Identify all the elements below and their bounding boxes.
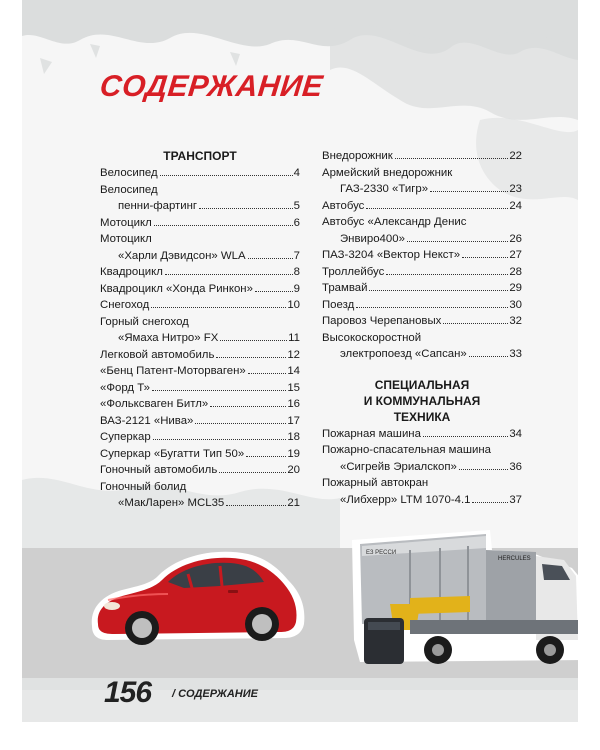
- toc-entry-row: [100, 330, 300, 347]
- toc-entry[interactable]: [100, 363, 300, 380]
- toc-entry-title: Паровоз Черепановых: [322, 315, 442, 327]
- toc-entry[interactable]: [322, 297, 522, 314]
- toc-entry[interactable]: [100, 182, 300, 215]
- toc-entry-title: Горный снегоход: [100, 315, 189, 328]
- toc-entry-line: [322, 442, 522, 459]
- toc-entry-row: [100, 264, 300, 281]
- toc-entry-page: 16: [287, 398, 300, 410]
- toc-entry[interactable]: [322, 148, 522, 165]
- toc-entry-row: [322, 426, 522, 443]
- toc-entry[interactable]: [322, 475, 522, 508]
- garbage-truck-illustration: [350, 520, 588, 680]
- toc-entry-row: [100, 429, 300, 446]
- toc-leader-dots: [366, 208, 508, 209]
- toc-entry-title: Снегоход: [100, 299, 150, 311]
- toc-entry-title: Энвиро400»: [340, 232, 405, 245]
- toc-entry-page: 20: [287, 464, 300, 476]
- toc-entry-title: Автобус «Александр Денис: [322, 216, 467, 228]
- page-number: 156: [104, 676, 152, 709]
- toc-entry[interactable]: [100, 446, 300, 463]
- toc-entry-page: 26: [509, 232, 522, 245]
- toc-entry-title: Пожарная машина: [322, 427, 421, 440]
- toc-leader-dots: [151, 307, 286, 308]
- toc-entry-row: [322, 148, 522, 165]
- toc-entry-row: [100, 281, 300, 298]
- toc-leader-dots: [152, 390, 286, 391]
- toc-entry-page: 9: [293, 282, 300, 295]
- toc-entry[interactable]: [322, 330, 522, 363]
- toc-entry[interactable]: [100, 396, 300, 413]
- toc-entry-row: [322, 313, 522, 330]
- toc-entry-row: [100, 495, 300, 512]
- toc-entry-title: ПАЗ-3204 «Вектор Некст»: [322, 249, 461, 261]
- section-heading-line: И КОММУНАЛЬНАЯ: [363, 393, 481, 408]
- toc-entry[interactable]: [322, 165, 522, 198]
- toc-entry-line: [322, 330, 522, 347]
- toc-entry[interactable]: [322, 426, 522, 443]
- toc-right-column: [322, 148, 522, 508]
- truck-brand-label: HERCULES: [498, 556, 531, 562]
- toc-entry-row: [322, 198, 522, 215]
- toc-entry-title: Велосипед: [100, 167, 158, 179]
- toc-entry-page: 11: [288, 332, 300, 344]
- toc-entry[interactable]: [100, 281, 300, 298]
- toc-leader-dots: [459, 469, 508, 470]
- toc-entry-title: Внедорожник: [322, 150, 393, 162]
- toc-leader-dots: [255, 291, 293, 292]
- toc-entry-page: 23: [509, 183, 522, 195]
- toc-entry[interactable]: [100, 479, 300, 512]
- toc-entry-line: [322, 165, 522, 182]
- toc-entry-page: 6: [293, 216, 300, 229]
- toc-entry[interactable]: [322, 280, 522, 297]
- section-heading-transport: ТРАНСПОРТ: [163, 149, 237, 163]
- toc-entry-title: Троллейбус: [322, 265, 385, 278]
- toc-entry-title: пенни-фартинг: [118, 200, 198, 212]
- toc-entry-row: [100, 462, 300, 479]
- truck-side-label: ЕЗ РЕССИ: [366, 550, 397, 556]
- red-car-illustration: [88, 540, 310, 660]
- toc-entry-row: [100, 297, 300, 314]
- toc-leader-dots: [165, 274, 293, 275]
- toc-entry-page: 36: [509, 460, 522, 473]
- toc-entry-title: «Форд Т»: [100, 381, 151, 394]
- toc-entry-page: 32: [509, 315, 522, 327]
- toc-entry-row: [100, 413, 300, 430]
- toc-entry[interactable]: [322, 313, 522, 330]
- toc-entry-title: Суперкар «Бугатти Тип 50»: [100, 447, 245, 460]
- toc-entry-page: 15: [287, 381, 300, 394]
- toc-entry-title: Квадроцикл «Хонда Ринкон»: [100, 282, 253, 295]
- toc-leader-dots: [195, 423, 286, 424]
- toc-leader-dots: [443, 323, 508, 324]
- toc-entry-page: 12: [287, 348, 300, 361]
- toc-entry-page: 5: [293, 200, 300, 212]
- toc-leader-dots: [407, 241, 508, 242]
- toc-entry[interactable]: [100, 429, 300, 446]
- toc-entry-title: Пожарно-спасательная машина: [322, 444, 491, 456]
- toc-entry[interactable]: [100, 314, 300, 347]
- toc-leader-dots: [469, 356, 509, 357]
- toc-entry-title: Поезд: [322, 298, 355, 311]
- toc-leader-dots: [423, 436, 508, 437]
- toc-entry-row: [322, 297, 522, 314]
- toc-left-column: [100, 148, 300, 512]
- toc-entry-title: «Харли Дэвидсон» WLA: [118, 249, 246, 262]
- toc-entry-title: Пожарный автокран: [322, 477, 429, 489]
- toc-entry[interactable]: [322, 442, 522, 475]
- toc-leader-dots: [160, 175, 293, 176]
- toc-entry-line: [100, 231, 300, 248]
- toc-entry-page: 27: [509, 249, 522, 261]
- page-title: СОДЕРЖАНИЕ: [98, 70, 325, 103]
- toc-leader-dots: [395, 158, 509, 159]
- toc-entries-special: [322, 426, 522, 509]
- toc-leader-dots: [246, 456, 286, 457]
- toc-entry-title: ГАЗ-2330 «Тигр»: [340, 183, 429, 195]
- toc-leader-dots: [220, 340, 287, 341]
- toc-entry-line: [322, 475, 522, 492]
- toc-entry-title: электропоезд «Сапсан»: [340, 348, 467, 360]
- toc-entry-line: [322, 214, 522, 231]
- toc-entry-title: «Фольксваген Битл»: [100, 398, 209, 410]
- section-heading-line: СПЕЦИАЛЬНАЯ: [374, 377, 470, 392]
- toc-entry-title: ВАЗ-2121 «Нива»: [100, 414, 194, 427]
- toc-entry-line: [100, 182, 300, 199]
- toc-entry-title: «МакЛарен» MCL35: [118, 497, 225, 509]
- toc-entry-title: Легковой автомобиль: [100, 348, 215, 361]
- toc-entry-row: [322, 181, 522, 198]
- toc-entry-title: Армейский внедорожник: [322, 166, 453, 179]
- toc-entry-page: 28: [509, 265, 522, 278]
- toc-entry-title: Мотоцикл: [100, 233, 152, 245]
- toc-entry-row: [322, 264, 522, 281]
- toc-entry-page: 10: [287, 299, 300, 311]
- toc-leader-dots: [153, 439, 287, 440]
- toc-entry[interactable]: [100, 347, 300, 364]
- toc-leader-dots: [154, 225, 293, 226]
- toc-entry-row: [100, 215, 300, 232]
- toc-entry[interactable]: [100, 380, 300, 397]
- toc-entry-page: 17: [287, 414, 300, 427]
- toc-entry-page: 34: [509, 427, 522, 440]
- toc-leader-dots: [386, 274, 508, 275]
- toc-entry[interactable]: [322, 264, 522, 281]
- toc-entry-page: 19: [287, 447, 300, 460]
- toc-entry[interactable]: [322, 247, 522, 264]
- toc-entry-row: [100, 165, 300, 182]
- toc-leader-dots: [199, 208, 293, 209]
- toc-leader-dots: [369, 290, 508, 291]
- toc-entry[interactable]: [100, 297, 300, 314]
- toc-leader-dots: [226, 505, 286, 506]
- toc-leader-dots: [248, 373, 287, 374]
- section-heading-special: [322, 377, 522, 425]
- toc-entry-page: 14: [287, 365, 300, 377]
- toc-leader-dots: [472, 502, 508, 503]
- toc-entry-page: 8: [293, 266, 300, 278]
- toc-entry-page: 4: [293, 167, 300, 179]
- toc-entry-page: 33: [509, 348, 522, 360]
- toc-entry-title: Трамвай: [322, 282, 368, 294]
- toc-entry-title: «Сигрейв Эриалскоп»: [340, 460, 457, 473]
- toc-entry-page: 18: [287, 431, 300, 443]
- toc-entry-title: Высокоскоростной: [322, 331, 422, 344]
- toc-entry-title: Гоночный автомобиль: [100, 464, 218, 476]
- toc-entry-title: «Бенц Патент-Моторваген»: [100, 365, 246, 377]
- toc-entry-row: [100, 446, 300, 463]
- toc-leader-dots: [219, 472, 286, 473]
- toc-entry-row: [322, 459, 522, 476]
- toc-entry[interactable]: [100, 231, 300, 264]
- toc-entries-left: [100, 165, 300, 512]
- toc-entry-row: [322, 346, 522, 363]
- toc-entry-row: [322, 231, 522, 248]
- toc-entry[interactable]: [322, 198, 522, 215]
- toc-entry-title: «Либхерр» LTM 1070-4.1: [340, 493, 471, 506]
- toc-entry-row: [100, 198, 300, 215]
- toc-entry-line: [100, 479, 300, 496]
- toc-entry-page: 21: [287, 497, 300, 509]
- toc-entry-page: 24: [509, 199, 522, 212]
- toc-entry[interactable]: [100, 215, 300, 232]
- section-heading-line: ТЕХНИКА: [393, 409, 451, 424]
- toc-entry-row: [100, 380, 300, 397]
- toc-entry-row: [322, 247, 522, 264]
- toc-entries-right: [322, 148, 522, 363]
- toc-entry-row: [100, 363, 300, 380]
- toc-entry-title: Суперкар: [100, 431, 151, 443]
- toc-entry-title: Квадроцикл: [100, 266, 163, 278]
- toc-entry-page: 22: [509, 150, 522, 162]
- toc-entry-title: Гоночный болид: [100, 480, 187, 493]
- toc-entry-page: 7: [293, 249, 300, 262]
- toc-entry-title: «Ямаха Нитро» FX: [118, 332, 219, 344]
- toc-entry-title: Автобус: [322, 199, 365, 212]
- toc-entry-page: 30: [509, 298, 522, 311]
- toc-leader-dots: [430, 191, 508, 192]
- toc-entry-row: [100, 396, 300, 413]
- toc-entry[interactable]: [322, 214, 522, 247]
- toc-entry-row: [100, 248, 300, 265]
- toc-entry-title: Велосипед: [100, 183, 158, 196]
- toc-entry-title: Мотоцикл: [100, 216, 152, 229]
- toc-entry[interactable]: [100, 413, 300, 430]
- toc-entry-row: [100, 347, 300, 364]
- toc-entry[interactable]: [100, 165, 300, 182]
- toc-entry-line: [100, 314, 300, 331]
- toc-entry[interactable]: [100, 264, 300, 281]
- toc-leader-dots: [248, 258, 293, 259]
- toc-entry-row: [322, 492, 522, 509]
- toc-entry-page: 37: [509, 493, 522, 506]
- toc-leader-dots: [462, 257, 508, 258]
- toc-leader-dots: [210, 406, 286, 407]
- toc-entry-page: 29: [509, 282, 522, 294]
- toc-leader-dots: [356, 307, 508, 308]
- toc-entry[interactable]: [100, 462, 300, 479]
- toc-entry-row: [322, 280, 522, 297]
- toc-leader-dots: [216, 357, 286, 358]
- footer-section-label: / СОДЕРЖАНИЕ: [172, 688, 259, 700]
